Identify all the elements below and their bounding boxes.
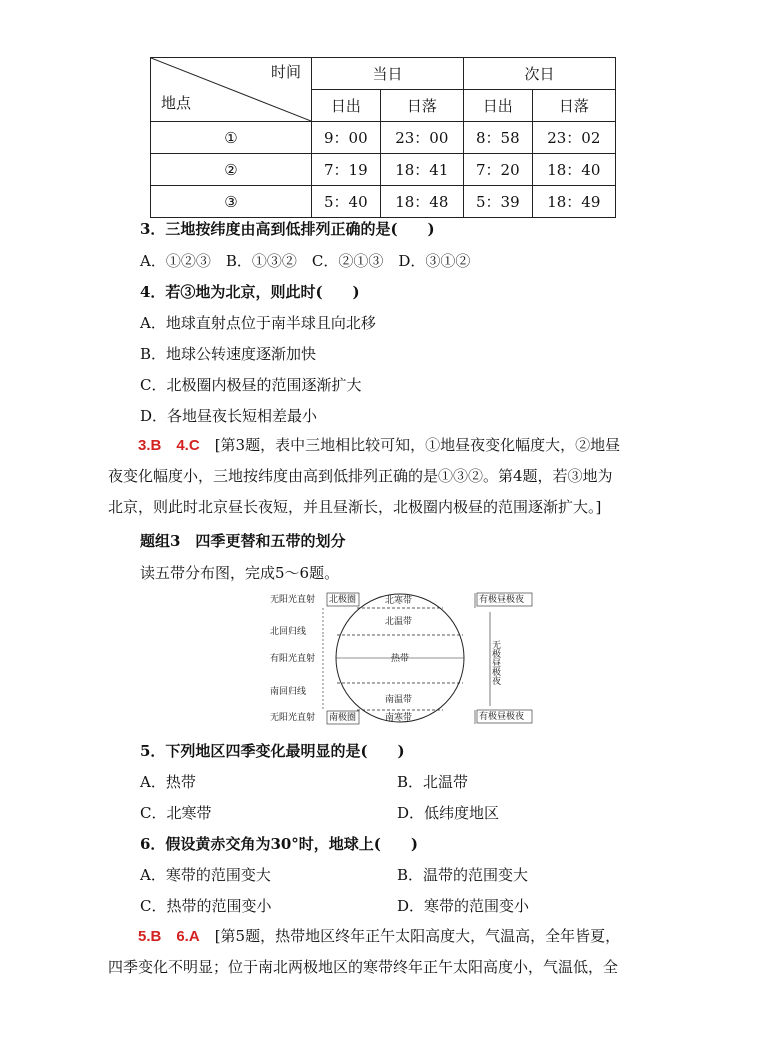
table-corner-header bbox=[151, 58, 312, 122]
question-6-option-b: B．温带的范围变大 bbox=[397, 866, 529, 884]
zone-north-frigid: 北寒带 bbox=[385, 596, 413, 606]
question-3-stem: 3．三地按纬度由高到低排列正确的是( ) bbox=[140, 220, 435, 238]
right-label-no-polar-day: 无极昼极夜 bbox=[490, 640, 500, 685]
group-3-intro: 读五带分布图，完成5～6题。 bbox=[140, 564, 340, 582]
question-6-option-a: A．寒带的范围变大 bbox=[140, 866, 271, 884]
left-label-tropic-cancer: 北回归线 bbox=[270, 627, 307, 637]
question-5-option-c: C．北寒带 bbox=[140, 804, 212, 822]
question-5-stem: 5．下列地区四季变化最明显的是( ) bbox=[140, 742, 405, 760]
header-sunset-day2: 日落 bbox=[532, 90, 615, 122]
question-5-option-b: B．北温带 bbox=[397, 773, 469, 791]
header-day2: 次日 bbox=[463, 58, 615, 90]
table-cell: 7：19 bbox=[312, 154, 381, 186]
table-cell: 5：40 bbox=[312, 186, 381, 218]
answer-text-line: 夜变化幅度小，三地按纬度由高到低排列正确的是①③②。第4题，若③地为 bbox=[108, 467, 613, 485]
answer-key: 3.B 4.C bbox=[138, 437, 200, 454]
left-label-no-direct-north: 无阳光直射 bbox=[270, 595, 316, 605]
question-5-option-a: A．热带 bbox=[140, 773, 196, 791]
place-cell: ① bbox=[151, 122, 312, 154]
question-4-stem: 4．若③地为北京，则此时( ) bbox=[140, 283, 360, 301]
zone-south-temperate: 南温带 bbox=[385, 695, 413, 705]
place-cell: ② bbox=[151, 154, 312, 186]
question-6-option-c: C．热带的范围变小 bbox=[140, 897, 272, 915]
table-row bbox=[151, 154, 616, 186]
table-cell: 23：00 bbox=[380, 122, 463, 154]
zone-north-temperate: 北温带 bbox=[385, 617, 413, 627]
zone-tropical: 热带 bbox=[391, 654, 410, 664]
table-row bbox=[151, 186, 616, 218]
zone-south-frigid: 南寒带 bbox=[385, 713, 413, 723]
answer-explanation-1 bbox=[108, 430, 663, 523]
question-6-option-d: D．寒带的范围变小 bbox=[397, 897, 530, 915]
header-day1: 当日 bbox=[312, 58, 464, 90]
left-label-tropic-capricorn: 南回归线 bbox=[270, 687, 307, 697]
answer-text-line: [第3题，表中三地相比较可知，①地昼夜变化幅度大，②地昼 bbox=[214, 436, 621, 454]
table-cell: 23：02 bbox=[532, 122, 615, 154]
table-cell: 9：00 bbox=[312, 122, 381, 154]
question-5-option-d: D．低纬度地区 bbox=[397, 804, 500, 822]
left-label-arctic-circle: 北极圈 bbox=[329, 595, 357, 605]
table-cell: 5：39 bbox=[463, 186, 532, 218]
table-row bbox=[151, 122, 616, 154]
question-4-option-b: B．地球公转速度逐渐加快 bbox=[140, 345, 317, 363]
answer-explanation-2 bbox=[108, 921, 663, 983]
question-6-stem: 6．假设黄赤交角为30°时，地球上( ) bbox=[140, 835, 419, 853]
answer-text-line: 四季变化不明显；位于南北两极地区的寒带终年正午太阳高度小，气温低，全 bbox=[108, 958, 619, 976]
sunrise-sunset-table bbox=[150, 57, 616, 218]
table-cell: 18：49 bbox=[532, 186, 615, 218]
answer-text-line: 北京，则此时北京昼长夜短，并且昼渐长，北极圈内极昼的范围逐渐扩大。] bbox=[108, 498, 602, 516]
question-4-option-c: C．北极圈内极昼的范围逐渐扩大 bbox=[140, 376, 362, 394]
question-4-option-a: A．地球直射点位于南半球且向北移 bbox=[140, 314, 376, 332]
header-sunset-day1: 日落 bbox=[380, 90, 463, 122]
header-sunrise-day1: 日出 bbox=[312, 90, 381, 122]
header-time: 时间 bbox=[270, 63, 301, 81]
answer-key: 5.B 6.A bbox=[138, 928, 200, 945]
question-3-options: A．①②③ B．①③② C．②①③ D．③①② bbox=[140, 252, 471, 270]
header-sunrise-day2: 日出 bbox=[463, 90, 532, 122]
group-3-title: 题组3 四季更替和五带的划分 bbox=[140, 532, 346, 550]
right-label-polar-day-north: 有极昼极夜 bbox=[479, 595, 525, 605]
five-zones-diagram bbox=[265, 590, 535, 725]
left-label-direct-sun: 有阳光直射 bbox=[270, 654, 316, 664]
table-cell: 18：48 bbox=[380, 186, 463, 218]
left-label-antarctic-circle: 南极圈 bbox=[329, 713, 357, 723]
table-cell: 7：20 bbox=[463, 154, 532, 186]
table-cell: 18：40 bbox=[532, 154, 615, 186]
answer-text-line: [第5题，热带地区终年正午太阳高度大，气温高，全年皆夏， bbox=[214, 927, 621, 945]
right-label-polar-day-south: 有极昼极夜 bbox=[479, 712, 525, 722]
table-cell: 18：41 bbox=[380, 154, 463, 186]
place-cell: ③ bbox=[151, 186, 312, 218]
table-cell: 8：58 bbox=[463, 122, 532, 154]
header-place: 地点 bbox=[161, 94, 192, 112]
question-4-option-d: D．各地昼夜长短相差最小 bbox=[140, 407, 318, 425]
left-label-no-direct-south: 无阳光直射 bbox=[270, 713, 316, 723]
